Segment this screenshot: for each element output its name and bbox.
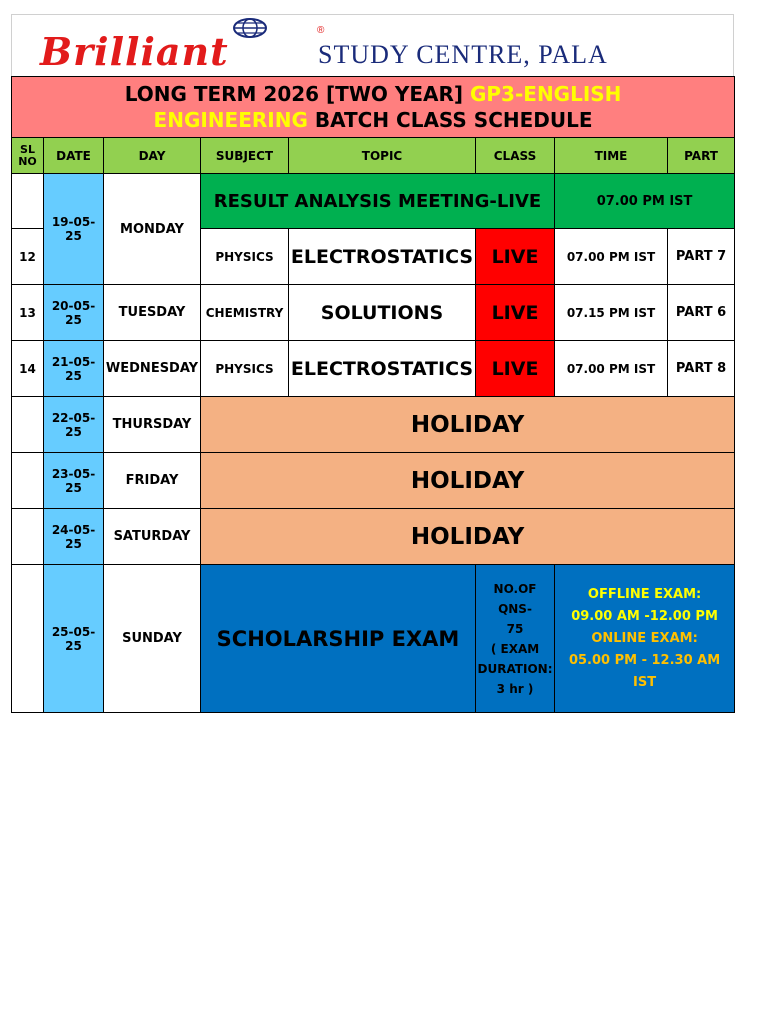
- title-line1: [125, 82, 622, 106]
- qns-line: DURATION:: [477, 661, 553, 676]
- sl-cell: [12, 174, 44, 229]
- day-cell: SATURDAY: [104, 509, 201, 565]
- header-day: DAY: [104, 138, 201, 174]
- table-row: [12, 453, 735, 509]
- brand-subtitle: STUDY CENTRE, PALA: [318, 40, 608, 69]
- title-text-highlight-2: ENGINEERING: [153, 108, 308, 132]
- brand-logo: Brilliant: [40, 29, 229, 74]
- header-time: TIME: [555, 138, 668, 174]
- meeting-cell: RESULT ANALYSIS MEETING-LIVE: [201, 174, 555, 229]
- day-cell: SUNDAY: [104, 565, 201, 713]
- table-row: [12, 397, 735, 453]
- table-row: [12, 509, 735, 565]
- schedule-sheet: [11, 14, 734, 713]
- exam-timing-cell: [555, 565, 735, 713]
- live-badge: LIVE: [476, 229, 555, 285]
- table-row: [12, 285, 735, 341]
- topic-cell: ELECTROSTATICS: [289, 229, 476, 285]
- online-exam-time: 05.00 PM - 12.30 AM: [568, 652, 721, 668]
- header-row: [12, 138, 735, 174]
- header-class: CLASS: [476, 138, 555, 174]
- day-cell: TUESDAY: [104, 285, 201, 341]
- sl-cell: 12: [12, 229, 44, 285]
- brand-header: [11, 14, 734, 76]
- live-badge: LIVE: [476, 341, 555, 397]
- holiday-cell: HOLIDAY: [201, 397, 735, 453]
- qns-line: 3 hr ): [496, 681, 534, 696]
- day-cell: WEDNESDAY: [104, 341, 201, 397]
- day-cell: FRIDAY: [104, 453, 201, 509]
- scholarship-exam-cell: SCHOLARSHIP EXAM: [201, 565, 476, 713]
- part-cell: PART 6: [668, 285, 735, 341]
- date-cell: 22-05-25: [44, 397, 104, 453]
- globe-icon: [232, 18, 268, 38]
- live-badge: LIVE: [476, 285, 555, 341]
- subject-cell: PHYSICS: [201, 341, 289, 397]
- time-cell: 07.15 PM IST: [555, 285, 668, 341]
- qns-line: NO.OF: [493, 581, 537, 596]
- date-cell: 24-05-25: [44, 509, 104, 565]
- title-text-white-2: BATCH CLASS SCHEDULE: [307, 108, 593, 132]
- day-cell: THURSDAY: [104, 397, 201, 453]
- subject-cell: PHYSICS: [201, 229, 289, 285]
- meeting-time-cell: 07.00 PM IST: [555, 174, 735, 229]
- date-cell: 19-05-25: [44, 174, 104, 285]
- sl-cell: [12, 453, 44, 509]
- qns-line: QNS-: [498, 601, 532, 616]
- header-sl: SL NO: [12, 138, 44, 174]
- schedule-title: [12, 77, 735, 138]
- holiday-cell: HOLIDAY: [201, 453, 735, 509]
- sl-cell: 14: [12, 341, 44, 397]
- part-cell: PART 8: [668, 341, 735, 397]
- header-date: DATE: [44, 138, 104, 174]
- online-exam-label: ONLINE EXAM:: [591, 630, 698, 646]
- table-row: [12, 341, 735, 397]
- qns-line: ( EXAM: [490, 641, 540, 656]
- day-cell: MONDAY: [104, 174, 201, 285]
- topic-cell: SOLUTIONS: [289, 285, 476, 341]
- registered-mark: ®: [317, 25, 325, 36]
- title-text-white: LONG TERM 2026 [TWO YEAR]: [124, 82, 470, 106]
- question-count-cell: [476, 565, 555, 713]
- qns-line: 75: [506, 621, 524, 636]
- date-cell: 25-05-25: [44, 565, 104, 713]
- date-cell: 21-05-25: [44, 341, 104, 397]
- subject-cell: CHEMISTRY: [201, 285, 289, 341]
- offline-exam-time: 09.00 AM -12.00 PM: [571, 608, 718, 624]
- topic-cell: ELECTROSTATICS: [289, 341, 476, 397]
- table-row: [12, 174, 735, 229]
- header-part: PART: [668, 138, 735, 174]
- sl-cell: [12, 397, 44, 453]
- online-exam-timezone: IST: [633, 674, 657, 690]
- sl-cell: [12, 565, 44, 713]
- part-cell: PART 7: [668, 229, 735, 285]
- date-cell: 23-05-25: [44, 453, 104, 509]
- time-cell: 07.00 PM IST: [555, 341, 668, 397]
- sl-cell: 13: [12, 285, 44, 341]
- schedule-table: [11, 76, 735, 713]
- date-cell: 20-05-25: [44, 285, 104, 341]
- title-line2: [154, 108, 593, 132]
- header-subject: SUBJECT: [201, 138, 289, 174]
- time-cell: 07.00 PM IST: [555, 229, 668, 285]
- table-row: [12, 565, 735, 713]
- title-text-highlight: GP3-ENGLISH: [469, 82, 622, 106]
- header-topic: TOPIC: [289, 138, 476, 174]
- holiday-cell: HOLIDAY: [201, 509, 735, 565]
- sl-cell: [12, 509, 44, 565]
- offline-exam-label: OFFLINE EXAM:: [587, 586, 702, 602]
